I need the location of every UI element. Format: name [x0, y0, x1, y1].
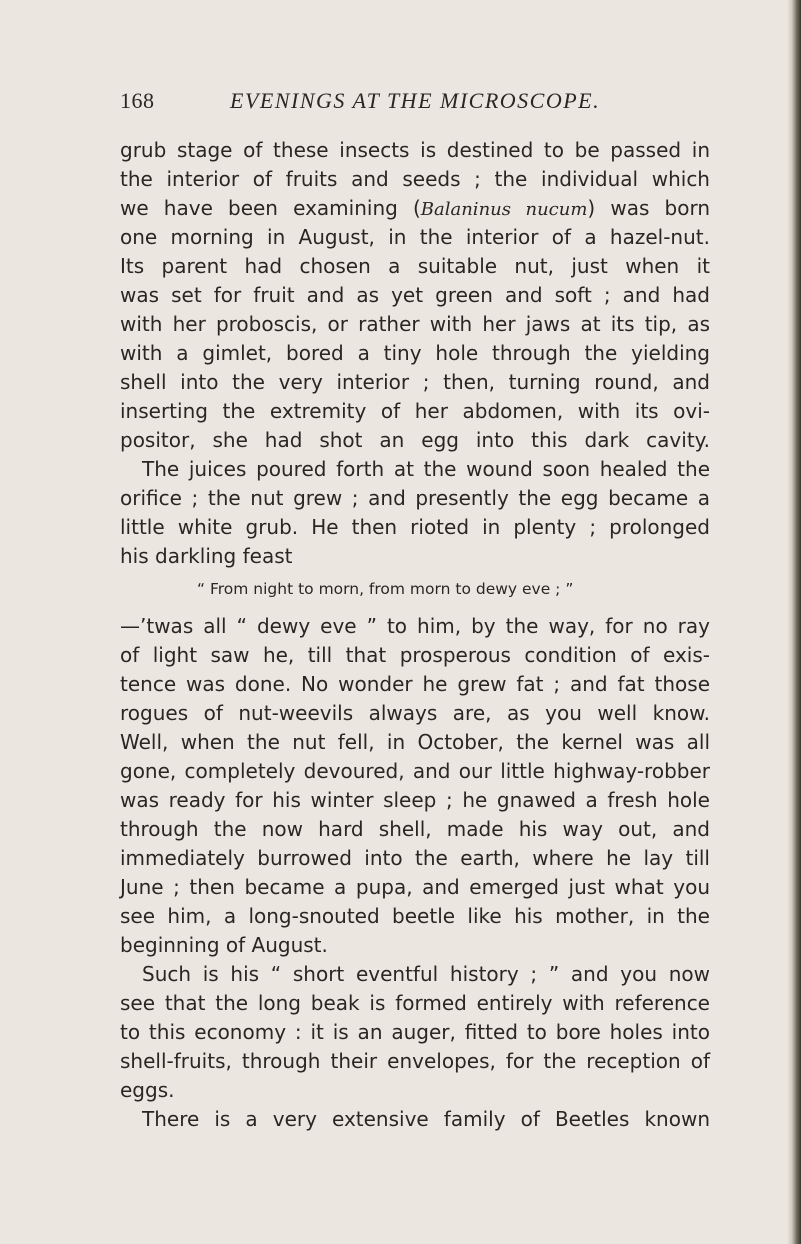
text-line: inserting the extremity of her abdomen, with its ovi-	[120, 399, 710, 423]
text-segment: ) was born	[587, 196, 711, 220]
text-line: Its parent had chosen a suitable nut, just when it	[120, 254, 710, 278]
running-head	[120, 88, 680, 120]
text-line: little white grub. He then rioted in plenty ; prolonged	[120, 515, 710, 539]
text-line: eggs.	[120, 1078, 175, 1102]
verse-quotation: “ From night to morn, from morn to dewy eve ; ”	[197, 580, 574, 598]
text-segment: we have been examining (	[120, 196, 421, 220]
text-line	[120, 194, 710, 223]
text-line: Well, when the nut fell, in October, the kernel was all	[120, 730, 710, 754]
text-line: There is a very extensive family of Beetles known	[142, 1107, 710, 1131]
running-title: EVENINGS AT THE MICROSCOPE.	[230, 88, 601, 113]
text-line: June ; then became a pupa, and emerged just what you	[120, 875, 710, 899]
text-line: with a gimlet, bored a tiny hole through the yielding	[120, 341, 710, 365]
text-line: The juices poured forth at the wound soon healed the	[142, 457, 710, 481]
text-line: orifice ; the nut grew ; and presently the egg became a	[120, 486, 710, 510]
text-line: immediately burrowed into the earth, where he lay till	[120, 846, 710, 870]
text-line: gone, completely devoured, and our little highway-robber	[120, 759, 710, 783]
page-edge-shadow	[787, 0, 801, 1244]
text-line: positor, she had shot an egg into this dark cavity.	[120, 428, 710, 452]
text-line: see him, a long-snouted beetle like his mother, in the	[120, 904, 710, 928]
text-line: beginning of August.	[120, 933, 328, 957]
species-name: Balaninus nucum	[420, 199, 588, 220]
text-line: was set for fruit and as yet green and soft ; and had	[120, 283, 710, 307]
text-line: with her proboscis, or rather with her jaws at its tip, as	[120, 312, 710, 336]
text-line: tence was done. No wonder he grew fat ; and fat those	[120, 672, 710, 696]
text-line: Such is his “ short eventful history ; ” and you now	[142, 962, 710, 986]
text-line: the interior of fruits and seeds ; the individual which	[120, 167, 710, 191]
text-line: rogues of nut-weevils always are, as you well know.	[120, 701, 710, 725]
text-line: one morning in August, in the interior of a hazel-nut.	[120, 225, 710, 249]
text-line: to this economy : it is an auger, fitted to bore holes into	[120, 1020, 710, 1044]
text-line: see that the long beak is formed entirely with reference	[120, 991, 710, 1015]
page-number: 168	[120, 88, 155, 113]
text-line: shell-fruits, through their envelopes, for the reception of	[120, 1049, 710, 1073]
text-line: through the now hard shell, made his way out, and	[120, 817, 710, 841]
text-line: was ready for his winter sleep ; he gnawed a fresh hole	[120, 788, 710, 812]
body-text	[120, 136, 710, 1134]
text-line: shell into the very interior ; then, turning round, and	[120, 370, 710, 394]
text-line: grub stage of these insects is destined to be passed in	[120, 138, 710, 162]
text-line: his darkling feast	[120, 544, 293, 568]
text-line: of light saw he, till that prosperous condition of exis-	[120, 643, 710, 667]
text-line: —’twas all “ dewy eve ” to him, by the way, for no ray	[120, 614, 710, 638]
